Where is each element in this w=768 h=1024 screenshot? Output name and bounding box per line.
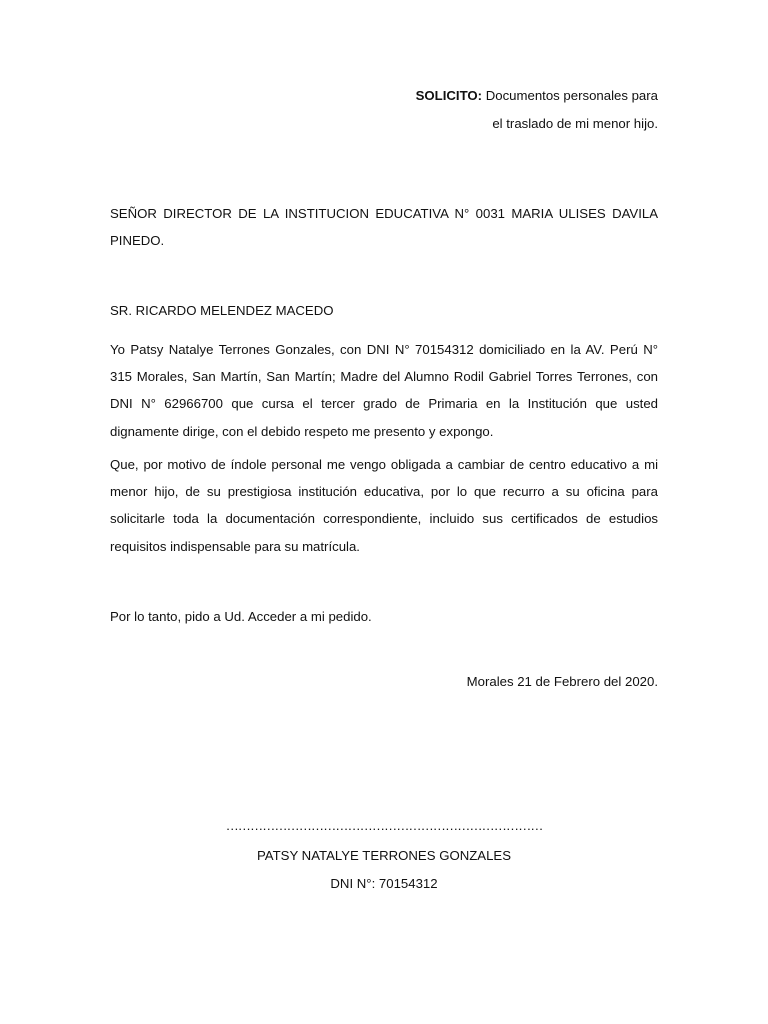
director-name: SR. RICARDO MELENDEZ MACEDO [110, 303, 334, 318]
body-paragraph-1: Yo Patsy Natalye Terrones Gonzales, con DNI N° 70154312 domiciliado en la AV. Perú N° 315 Morales, San Martín, San Martín; Madre del Alumno Rodil Gabriel Torres Terrones, con DNI N° 62966700 que cursa el tercer grado de Primaria en la Institución que usted dignamente dirige, con el debido respeto me presento y expongo. [110, 342, 658, 439]
closing-statement: Por lo tanto, pido a Ud. Acceder a mi pedido. [110, 609, 372, 624]
addressee [110, 200, 658, 254]
addressee-line-1: SEÑOR DIRECTOR DE LA INSTITUCION EDUCATIVA N° 0031 MARIA ULISES DAVILA [110, 206, 658, 221]
signatory-dni: DNI N°: 70154312 [330, 876, 438, 891]
body-paragraph-2: Que, por motivo de índole personal me vengo obligada a cambiar de centro educativo a mi menor hijo, de su prestigiosa institución educativa, por lo que recurro a su oficina para solicitarle toda la documentación correspondiente, incluido sus certificados de estudios requisitos indispensable para su matrícula. [110, 457, 658, 554]
subject-label: SOLICITO: [415, 88, 483, 103]
subject-text-1: Documentos personales para [485, 88, 658, 103]
subject-line-1 [416, 87, 658, 105]
signature-line: …………………………………………………………………… [225, 818, 543, 833]
signatory-name: PATSY NATALYE TERRONES GONZALES [256, 848, 512, 863]
date-line: Morales 21 de Febrero del 2020. [466, 674, 658, 689]
addressee-line-2: PINEDO. [110, 233, 165, 249]
subject-line-2: el traslado de mi menor hijo. [492, 116, 658, 131]
